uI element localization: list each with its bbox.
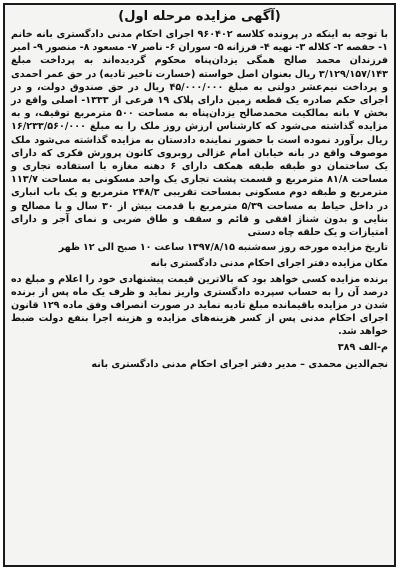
- notice-body: با توجه به اینکه در پرونده کلاسه ۹۶۰۴۰۲ اجرای احکام مدنی دادگستری بانه خانم ۱- حفصه ۲- کلاله ۳- نهیه ۴- فرزانه ۵- سوران ۶- ناصر ۷- مسعود ۸- منصور ۹- امیر فرزندان محمد صالح همگی یزدان‌پناه محکوم گردیده‌اند به پرداخت مبلغ ۳/۱۲۹/۱۵۷/۱۴۳ ریال بعنوان اصل خواسته (خسارت تاخیر تادیه) در حق عمر احمدی و پرداخت نیم‌عشر دولتی به مبلغ ۴۵/۰۰۰/۰۰۰ ریال در حق صندوق دولت، و در اجرای حکم صادره یک قطعه زمین دارای پلاک ۱۹ فرعی از ۱۳۳۳- اصلی واقع در بخش ۷ بانه بمالکیت محمدصالح یزدان‌پناه به مساحت ۵۰۰ مترمربع توقیف، و به مزایده گذاشته می‌شود که کارشناس ارزش روز ملک را به مبلغ ۱۶/۲۳۳/۵۶۰/۰۰۰ ریال برآورد نموده است با حضور نماینده دادستان به مزایده گذاشته می‌شود ملک موصوف واقع در بانه خیابان امام غزالی روبروی کانون پرورش فکری که دارای یک ساختمان دو طبقه طبقه همکف دارای ۶ دهنه مغازه با استفاده تجاری و مساحت ۸۱/۸ مترمربع و قسمت پشت تجاری یک واحد مسکونی به مساحت ۱۱۳/۷ مترمربع و طبقه دوم مسکونی بمساحت تقریبی ۲۴۸/۳ مترمربع و یک باب انباری در داخل حیاط به مساحت ۵/۳۹ مترمربع با قدمت بیش از ۳۰ سال و با مصالح و بنایی و بدون شناژ افقی و قائم و سقف و طاق ضربی و نمای آجر و دارای امتیازات و یک حلقه چاه دستی: [11, 29, 389, 239]
- reference-code: م-الف ۳۸۹: [337, 341, 388, 353]
- auction-notice: [3, 3, 396, 567]
- auction-conditions: برنده مزایده کسی خواهد بود که بالاترین قیمت پیشنهادی خود را اعلام و مبلغ ده درصد آن را به حساب سپرده دادگستری واریز نماید و ظرف یک ماه پس از برنده شدن در مزایده باقیمانده مبلغ تادیه نماید در صورت انصراف وفق ماده ۱۲۹ قانون اجرای احکام مدنی پس از کسر هزینه‌های مزایده و هزینه اجرا بنفع دولت ضبط خواهد شد.: [11, 273, 388, 338]
- auction-location: مکان مزایده دفتر اجرای احکام مدنی دادگستری بانه: [150, 258, 388, 270]
- auction-time: تاریخ مزایده مورخه روز سه‌شنبه ۱۳۹۷/۸/۱۵ ساعت ۱۰ صبح الی ۱۲ ظهر: [58, 242, 388, 254]
- notice-title: (آگهی مزایده مرحله اول): [118, 9, 281, 24]
- signature-line: نجم‌الدین محمدی – مدیر دفتر اجرای احکام مدنی دادگستری بانه: [91, 358, 388, 370]
